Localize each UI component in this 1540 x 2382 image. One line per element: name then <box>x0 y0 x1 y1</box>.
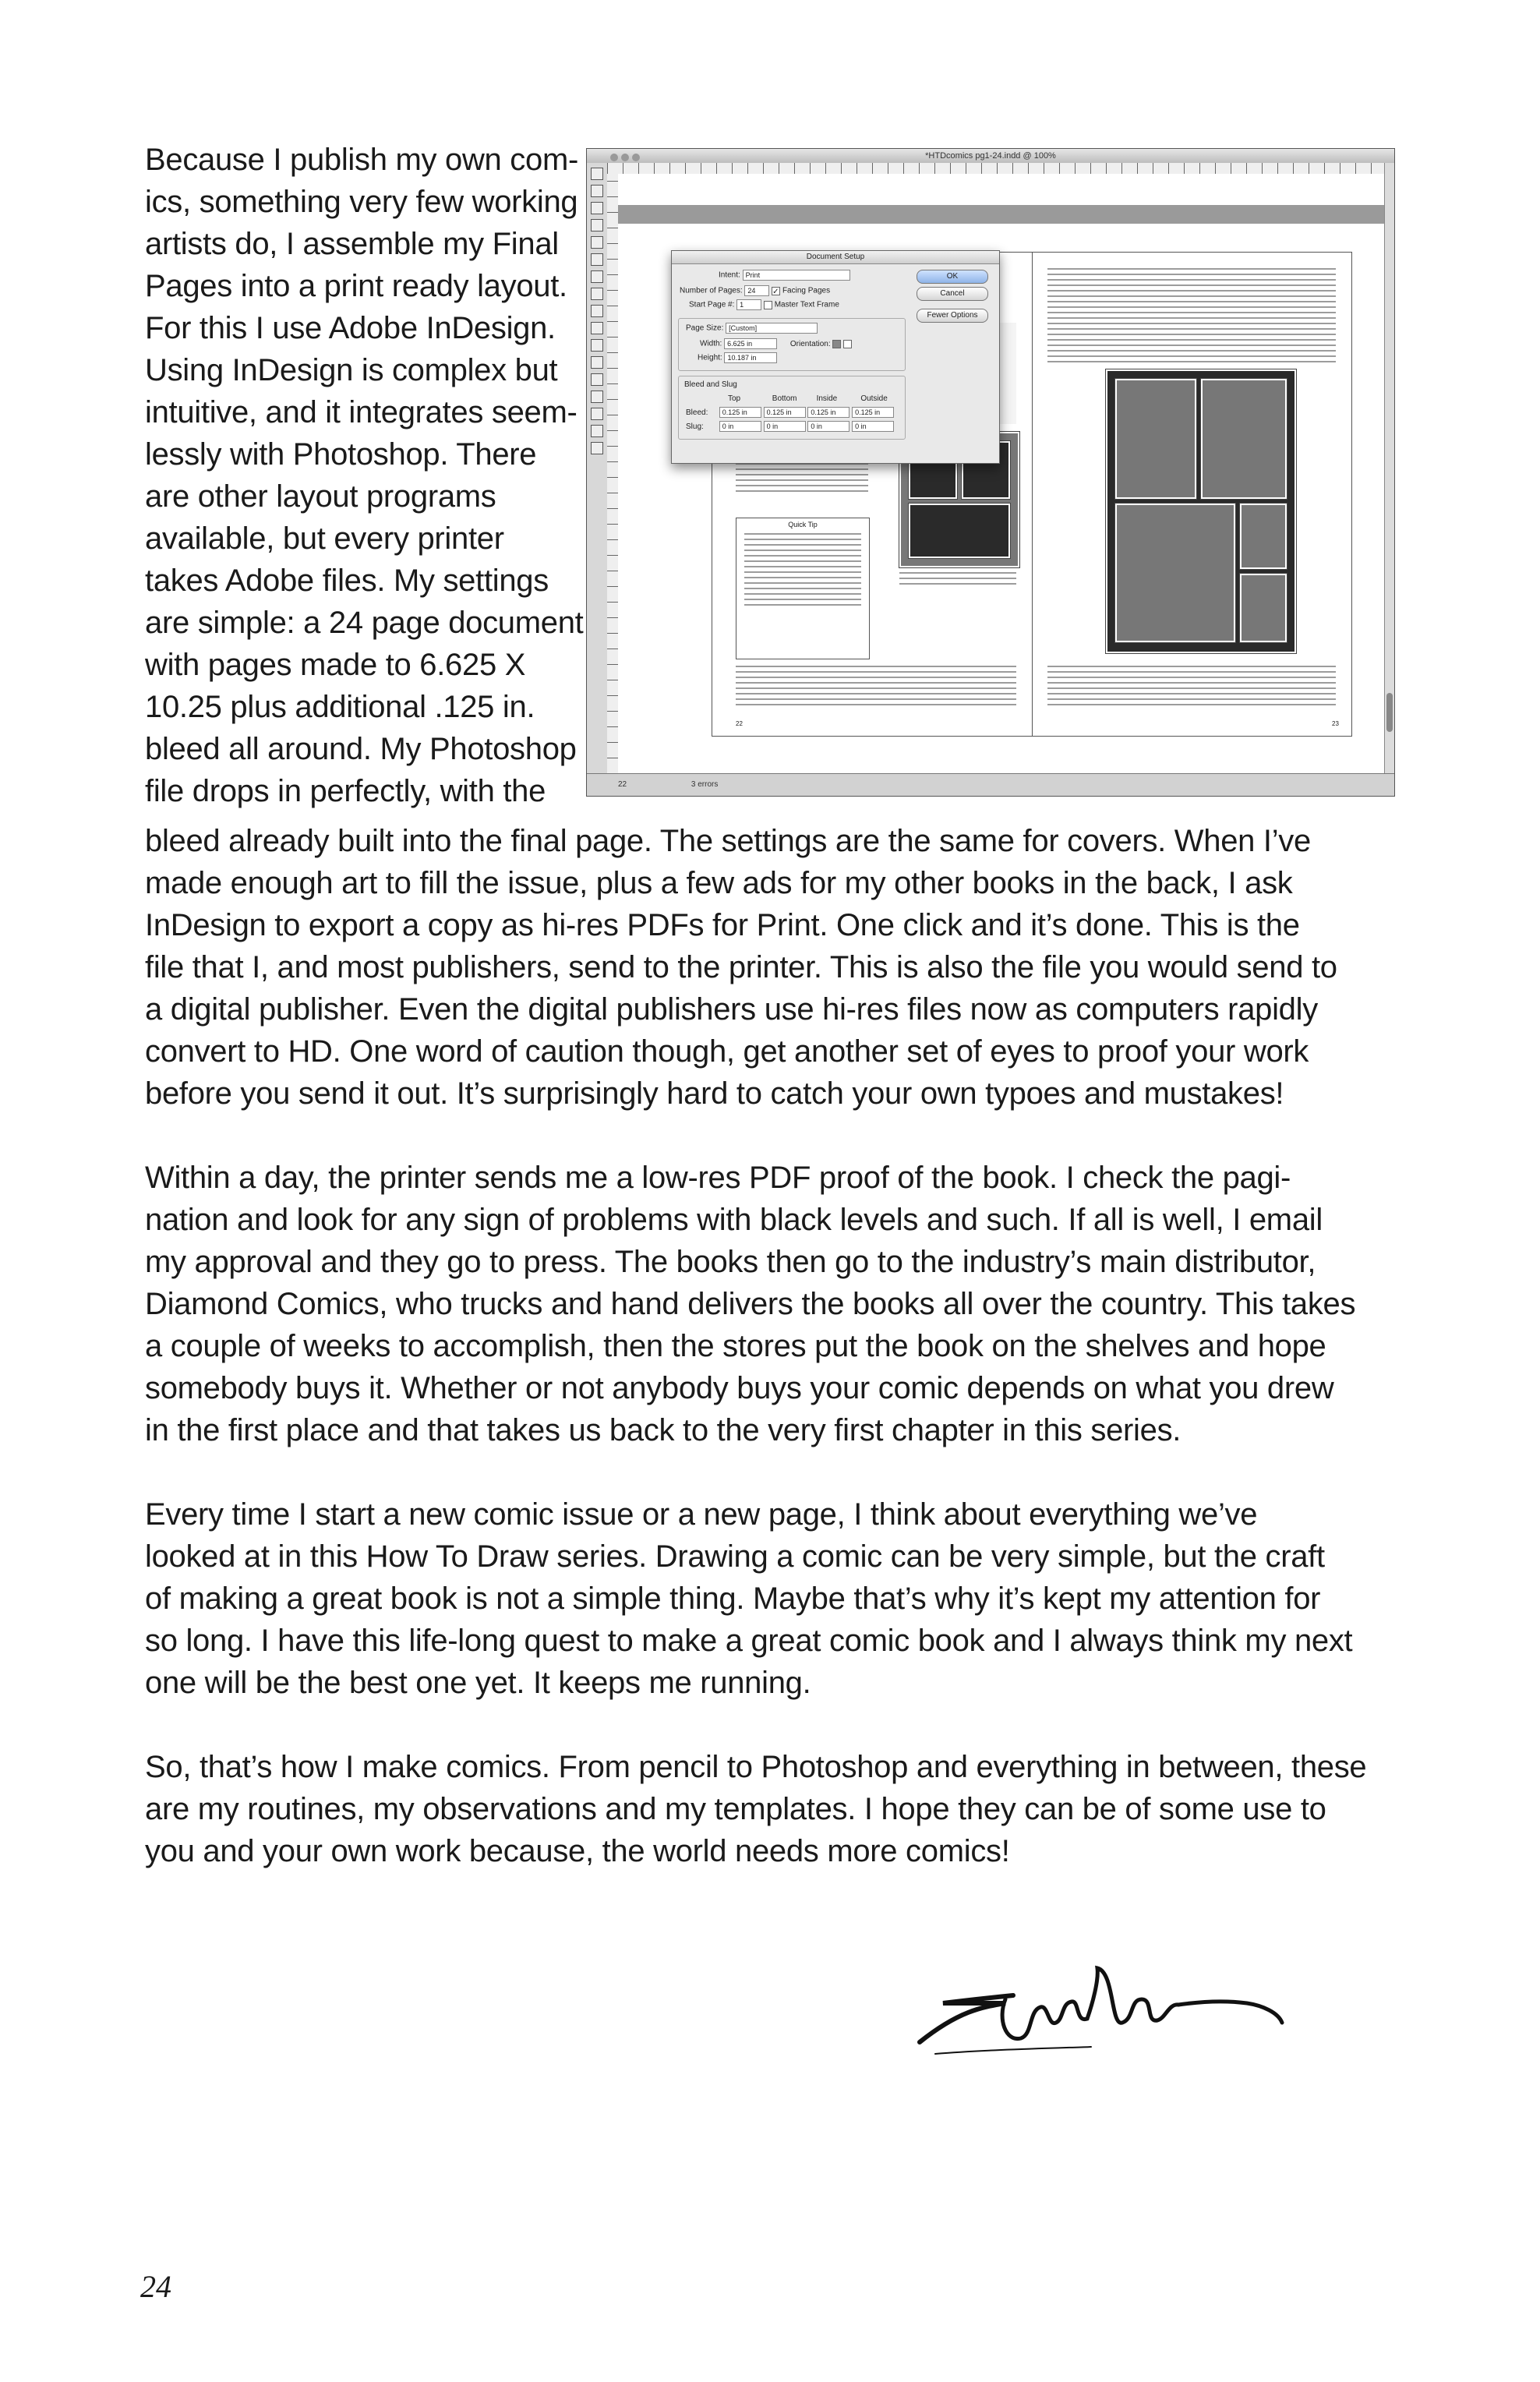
vertical-scrollbar[interactable] <box>1384 163 1394 774</box>
wrap-text-line: available, but every printer <box>145 521 504 556</box>
bleed-inside-field[interactable]: 0.125 in <box>807 407 849 418</box>
col-outside: Outside <box>860 394 888 403</box>
wrap-text-line: with pages made to 6.625 X <box>145 648 526 682</box>
left-page-bottom-text <box>736 666 1016 709</box>
paragraph-3-line: so long. I have this life-long quest to make a great comic book and I always think my next <box>145 1624 1353 1658</box>
master-text-frame-checkbox[interactable] <box>764 301 772 309</box>
wrap-text-line: Because I publish my own com- <box>145 143 578 177</box>
intent-label: Intent: <box>719 270 740 280</box>
tools-panel <box>587 163 608 796</box>
type-tool-icon <box>591 219 603 231</box>
note-tool-icon <box>591 373 603 386</box>
start-page-label: Start Page #: <box>689 300 735 309</box>
ok-button[interactable]: OK <box>917 270 988 284</box>
height-field[interactable]: 10.187 in <box>724 352 777 363</box>
col-inside: Inside <box>816 394 838 403</box>
pasteboard-band <box>618 205 1385 224</box>
bleed-bottom-field[interactable]: 0.125 in <box>764 407 806 418</box>
selection-tool-icon <box>591 168 603 180</box>
paragraph-1-line: InDesign to export a copy as hi-res PDFs for Print. One click and it’s done. This is the <box>145 908 1300 942</box>
page-size-select[interactable]: [Custom] <box>726 323 818 334</box>
signature <box>888 1925 1294 2081</box>
orientation-label: Orientation: <box>789 339 831 348</box>
cancel-button[interactable]: Cancel <box>917 287 988 301</box>
pencil-tool-icon <box>591 253 603 266</box>
left-page-number: 22 <box>736 720 743 727</box>
paragraph-1-line: convert to HD. One word of caution though, get another set of eyes to proof your work <box>145 1034 1309 1069</box>
wrap-text-line: file drops in perfectly, with the <box>145 774 546 808</box>
facing-pages-label: Facing Pages <box>782 286 831 295</box>
eyedropper-tool-icon <box>591 391 603 403</box>
bleed-label: Bleed: <box>686 408 708 417</box>
paragraph-3-line: Every time I start a new comic issue or a new page, I think about everything we’ve <box>145 1497 1258 1532</box>
paragraph-2-line: somebody buys it. Whether or not anybody buys your comic depends on what you drew <box>145 1371 1334 1405</box>
pages-field[interactable]: 24 <box>744 285 769 296</box>
facing-pages-checkbox[interactable]: ✓ <box>772 287 779 296</box>
pages-label: Number of Pages: <box>680 286 743 295</box>
spread-gutter <box>1032 253 1033 736</box>
right-page-top-text <box>1047 268 1336 366</box>
paragraph-2-line: in the first place and that takes us back to the very first chapter in this series. <box>145 1413 1181 1447</box>
status-errors[interactable]: 3 errors <box>691 780 719 789</box>
horizontal-ruler <box>607 163 1385 175</box>
line-tool-icon <box>591 270 603 283</box>
page-number: 24 <box>140 2269 171 2304</box>
master-text-frame-label: Master Text Frame <box>774 300 839 309</box>
right-page-comic-page <box>1106 369 1296 653</box>
height-label: Height: <box>698 353 722 362</box>
paragraph-3 <box>145 1493 1408 1704</box>
document-setup-dialog <box>671 250 1000 464</box>
col-top: Top <box>728 394 741 403</box>
bleed-slug-title: Bleed and Slug <box>684 380 737 389</box>
quick-tip-title: Quick Tip <box>788 521 818 528</box>
wrap-text-line: artists do, I assemble my Final <box>145 227 559 261</box>
paragraph-1-line: a digital publisher. Even the digital publishers use hi-res files now as computers rapidly <box>145 992 1318 1027</box>
right-page-number: 23 <box>1332 720 1339 727</box>
right-page-bottom-text <box>1047 666 1336 709</box>
vertical-ruler <box>607 174 619 774</box>
intent-select[interactable]: Print <box>743 270 850 281</box>
status-bar <box>587 773 1394 796</box>
paragraph-2 <box>145 1157 1408 1451</box>
hand-tool-icon <box>591 408 603 420</box>
indesign-screenshot <box>586 148 1395 797</box>
rectangle-tool-icon <box>591 305 603 317</box>
paragraph-1 <box>145 820 1408 1115</box>
landscape-orientation-icon[interactable] <box>843 340 852 348</box>
left-page-caption <box>899 572 1016 588</box>
paragraph-1-line: bleed already built into the final page. The settings are the same for covers. When I’ve <box>145 824 1311 858</box>
gradient-tool-icon <box>591 356 603 369</box>
paragraph-3-line: of making a great book is not a simple thing. Maybe that’s why it’s kept my attention for <box>145 1582 1321 1616</box>
width-label: Width: <box>700 339 722 348</box>
slug-top-field[interactable]: 0 in <box>719 421 761 432</box>
wrap-text-line: lessly with Photoshop. There <box>145 437 537 472</box>
window-titlebar <box>587 149 1394 164</box>
wrap-text-line: For this I use Adobe InDesign. <box>145 311 556 345</box>
paragraph-1-line: file that I, and most publishers, send to the printer. This is also the file you would send to <box>145 950 1337 984</box>
wrap-text-line: 10.25 plus additional .125 in. <box>145 690 535 724</box>
paragraph-4-line: you and your own work because, the world needs more comics! <box>145 1834 1010 1868</box>
wrap-text-line: intuitive, and it integrates seem- <box>145 395 578 429</box>
wrap-text-line: Pages into a print ready layout. <box>145 269 567 303</box>
slug-outside-field[interactable]: 0 in <box>852 421 894 432</box>
col-bottom: Bottom <box>772 394 797 403</box>
paragraph-4-line: are my routines, my observations and my templates. I hope they can be of some use to <box>145 1792 1326 1826</box>
paragraph-4-line: So, that’s how I make comics. From pencil to Photoshop and everything in between, these <box>145 1750 1367 1784</box>
pen-tool-icon <box>591 236 603 249</box>
wrap-text-line: takes Adobe files. My settings <box>145 564 549 598</box>
width-field[interactable]: 6.625 in <box>724 338 777 349</box>
start-page-field[interactable]: 1 <box>736 299 761 310</box>
paragraph-1-line: made enough art to fill the issue, plus a few ads for my other books in the back, I ask <box>145 866 1293 900</box>
bleed-outside-field[interactable]: 0.125 in <box>852 407 894 418</box>
paragraph-1-line: before you send it out. It’s surprisingly hard to catch your own typoes and mustakes! <box>145 1076 1284 1111</box>
page-tool-icon <box>591 202 603 214</box>
paragraph-2-line: a couple of weeks to accomplish, then the stores put the book on the shelves and hope <box>145 1329 1326 1363</box>
slug-inside-field[interactable]: 0 in <box>807 421 849 432</box>
wrap-text-line: ics, something very few working <box>145 185 578 219</box>
slug-bottom-field[interactable]: 0 in <box>764 421 806 432</box>
wrap-text <box>145 139 584 812</box>
direct-selection-tool-icon <box>591 185 603 197</box>
paragraph-3-line: one will be the best one yet. It keeps me running. <box>145 1666 811 1700</box>
paragraph-3-line: looked at in this How To Draw series. Drawing a comic can be very simple, but the craft <box>145 1539 1325 1574</box>
portrait-orientation-icon[interactable] <box>832 340 841 348</box>
paragraph-2-line: my approval and they go to press. The books then go to the industry’s main distributor, <box>145 1245 1316 1279</box>
slug-label: Slug: <box>686 422 704 431</box>
dialog-title: Document Setup <box>672 251 999 264</box>
wrap-text-line: are simple: a 24 page document <box>145 606 584 640</box>
scissors-tool-icon <box>591 322 603 334</box>
document-canvas <box>618 174 1385 774</box>
paragraph-2-line: Diamond Comics, who trucks and hand delivers the books all over the country. This takes <box>145 1287 1356 1321</box>
paragraph-2-line: Within a day, the printer sends me a low-res PDF proof of the book. I check the pagi- <box>145 1161 1291 1195</box>
fill-stroke-icon <box>591 442 603 454</box>
window-title: *HTDcomics pg1-24.indd @ 100% <box>925 151 1056 161</box>
quick-tip-box <box>736 518 870 659</box>
page-size-label: Page Size: <box>686 323 724 333</box>
paragraph-2-line: nation and look for any sign of problems with black levels and such. If all is well, I email <box>145 1203 1323 1237</box>
wrap-text-line: bleed all around. My Photoshop <box>145 732 577 766</box>
fewer-options-button[interactable]: Fewer Options <box>917 309 988 323</box>
rectangle-frame-tool-icon <box>591 288 603 300</box>
status-zoom[interactable]: 22 <box>618 780 627 789</box>
wrap-text-line: Using InDesign is complex but <box>145 353 558 387</box>
wrap-text-line: are other layout programs <box>145 479 496 514</box>
scrollbar-thumb[interactable] <box>1386 693 1393 732</box>
paragraph-4 <box>145 1746 1408 1872</box>
bleed-top-field[interactable]: 0.125 in <box>719 407 761 418</box>
transform-tool-icon <box>591 339 603 352</box>
zoom-tool-icon <box>591 425 603 437</box>
body-text <box>145 820 1408 1914</box>
